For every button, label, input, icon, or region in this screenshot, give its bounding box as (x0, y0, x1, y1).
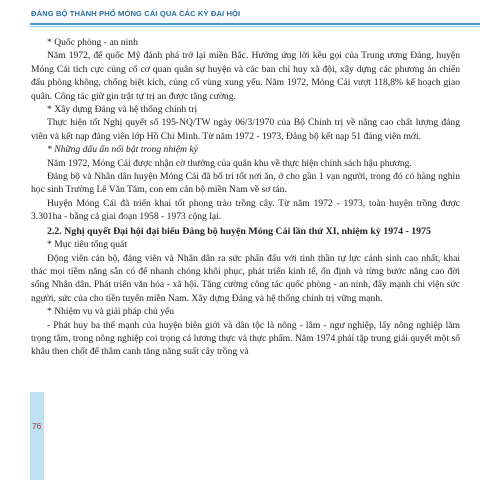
subheading-tasks: * Nhiệm vụ và giải pháp chủ yếu (47, 306, 175, 318)
page-number: 76 (32, 421, 42, 431)
header-rule-thin (30, 26, 480, 27)
section-heading-congress-xi: 2.2. Nghị quyết Đại hội đại biểu Đảng bộ huyện Móng Cái lần thứ XI, nhiệm kỳ 1974 - 1975 (47, 225, 431, 237)
subheading-general-goal: * Mục tiêu tổng quát (47, 239, 127, 251)
subheading-party-building: * Xây dựng Đảng và hệ thống chính trị (47, 104, 198, 116)
header-rule (30, 23, 480, 25)
subheading-highlights: * Những dấu ấn nổi bật trong nhiệm kỳ (47, 144, 198, 156)
page-body (31, 36, 460, 359)
running-head: ĐẢNG BỘ THÀNH PHỐ MÓNG CÁI QUA CÁC KỲ ĐẠI HỘI (31, 9, 241, 18)
paragraph-general-goal: Động viên cán bộ, đảng viên và Nhân dân ra sức phấn đấu với tinh thần tự lực cánh sinh cao nhất, khai thác mọi tiềm năng sẵn có để nhanh chóng khôi phục, phát triển kinh tế, ổn định và từng bước nâng cao đời sống Nhân dân. Phát triển văn hóa - xã hội. Tăng cường công tác quốc phòng - an ninh, đẩy mạnh chi viện sức người, sức của cho tiền tuyến miền Nam. Xây dựng Đảng và hệ thống chính trị vững mạnh. (31, 252, 460, 304)
paragraph-evacuation: Đảng bộ và Nhân dân huyện Móng Cái đã bố trí tốt nơi ăn, ở cho gần 1 vạn người, trong đó có hàng nghìn học sinh Trường Lê Văn Tám, con em cán bộ miền Nam về sơ tán. (31, 171, 460, 196)
paragraph-defense: Năm 1972, đế quốc Mỹ đánh phá trở lại miền Bắc. Hưởng ứng lời kêu gọi của Trung ương Đảng, huyện Móng Cái tích cực củng cố cơ quan quân sự huyện và các ban chỉ huy xã đội, xây dựng các phương án chiến đấu phòng không, chống biệt kích, củng cố vùng xung yếu. Năm 1972, Móng Cái vượt 118,8% kế hoạch giao quân. Công tác giữ gìn trật tự trị an được tăng cường. (31, 50, 460, 102)
subheading-defense: * Quốc phòng - an ninh (47, 37, 138, 48)
paragraph-tree-planting: Huyện Móng Cái đã triển khai tốt phong trào trồng cây. Từ năm 1972 - 1973, toàn huyện trồng được 3.301ha - bằng cả giai đoạn 1958 - 1973 cộng lại. (31, 197, 460, 223)
paragraph-award: Năm 1972, Móng Cái được nhận cờ thưởng của quân khu về thực hiện chính sách hậu phương. (47, 157, 412, 169)
paragraph-tasks: - Phát huy ba thế mạnh của huyện biên giới và dân tộc là nông - lâm - ngư nghiệp, lấy nông nghiệp làm trọng tâm, trong nông nghiệp coi trọng cả lương thực và thực phẩm. Năm 1974 phải tập trung giải quyết một số khâu then chốt để thâm canh tăng năng suất cây trồng và (31, 319, 460, 358)
page-number-tab (30, 392, 44, 480)
paragraph-party-building: Thực hiện tốt Nghị quyết số 195-NQ/TW ngày 06/3/1970 của Bộ Chính trị về nâng cao chất lượng đảng viên và kết nạp đảng viên lớp Hồ Chí Minh. Từ năm 1972 - 1973, Đảng bộ kết nạp 51 đảng viên mới. (31, 117, 460, 142)
